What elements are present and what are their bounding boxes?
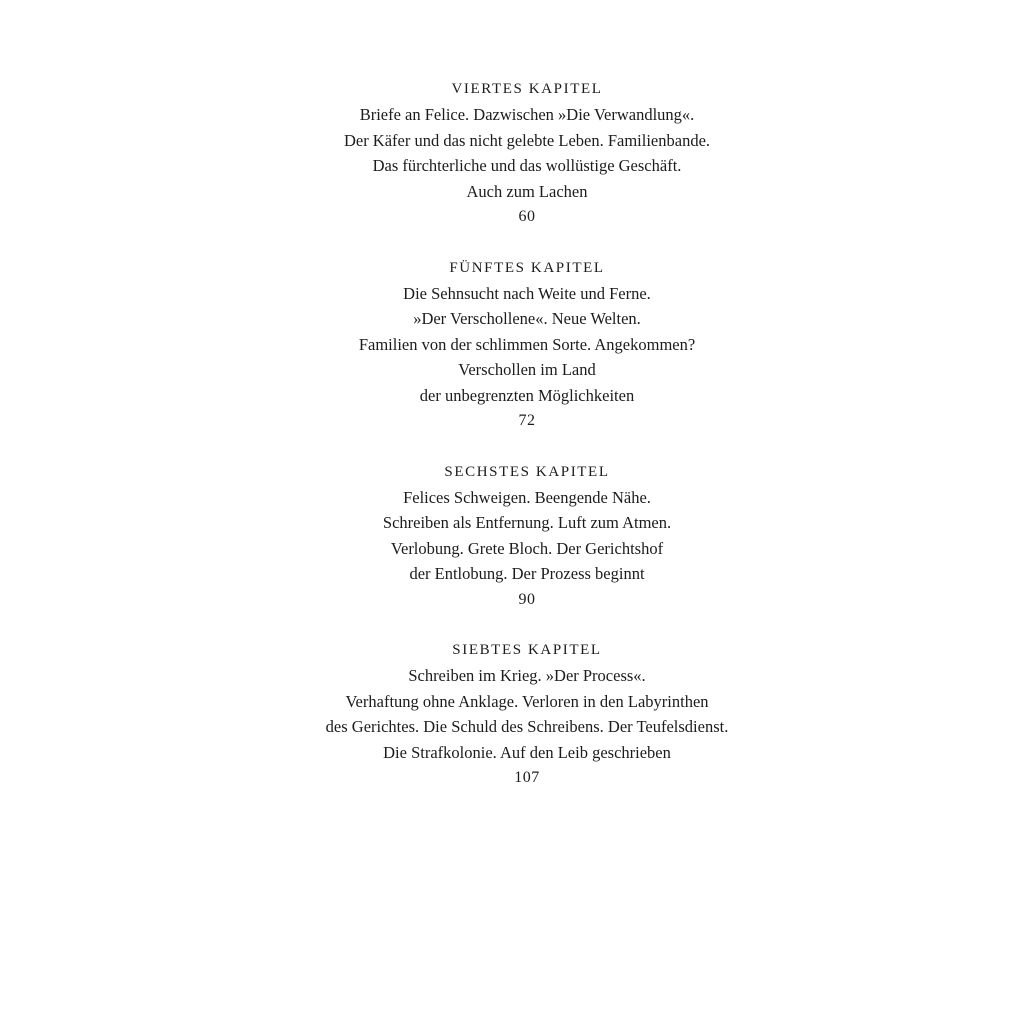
chapter-entry-6: [0, 460, 1024, 613]
chapter-summary-line: der Entlobung. Der Prozess beginnt: [409, 564, 645, 583]
chapter-title: SECHSTES KAPITEL: [444, 463, 610, 480]
chapter-title: VIERTES KAPITEL: [451, 81, 603, 97]
chapter-page-number: 60: [518, 208, 536, 225]
chapter-summary-line: Schreiben als Entfernung. Luft zum Atmen.: [382, 513, 672, 532]
chapter-summary-line: Familien von der schlimmen Sorte. Angekommen?: [358, 334, 696, 354]
table-of-contents: [0, 77, 1024, 817]
chapter-title: SIEBTES KAPITEL: [452, 642, 602, 658]
chapter-page-number: 72: [518, 412, 536, 429]
chapter-title: FÜNFTES KAPITEL: [449, 259, 605, 276]
chapter-summary-line: Das fürchterliche und das wollüstige Geschäft.: [372, 156, 682, 175]
chapter-summary-line: Auch zum Lachen: [466, 181, 588, 201]
chapter-summary-line: Briefe an Felice. Dazwischen »Die Verwandlung«.: [359, 105, 695, 124]
chapter-summary-line: der unbegrenzten Möglichkeiten: [419, 385, 635, 405]
chapter-summary-line: Die Sehnsucht nach Weite und Ferne.: [403, 283, 651, 303]
chapter-summary-line: des Gerichtes. Die Schuld des Schreibens. Der Teufelsdienst.: [325, 717, 729, 736]
chapter-summary-line: Schreiben im Krieg. »Der Process«.: [408, 666, 646, 685]
chapter-entry-5: [0, 256, 1024, 434]
chapter-summary-line: Verschollen im Land: [458, 360, 596, 379]
chapter-summary-line: Verhaftung ohne Anklage. Verloren in den Labyrinthen: [345, 691, 709, 711]
chapter-entry-4: [0, 77, 1024, 230]
chapter-page-number: 90: [518, 590, 536, 608]
chapter-summary-line: Verlobung. Grete Bloch. Der Gerichtshof: [390, 538, 664, 558]
chapter-entry-7: [0, 638, 1024, 791]
chapter-summary-line: Felices Schweigen. Beengende Nähe.: [403, 487, 651, 507]
chapter-summary-line: »Der Verschollene«. Neue Welten.: [413, 309, 641, 328]
chapter-summary-line: Die Strafkolonie. Auf den Leib geschrieben: [383, 742, 671, 762]
chapter-summary-line: Der Käfer und das nicht gelebte Leben. Familienbande.: [343, 130, 711, 150]
chapter-page-number: 107: [514, 769, 540, 786]
